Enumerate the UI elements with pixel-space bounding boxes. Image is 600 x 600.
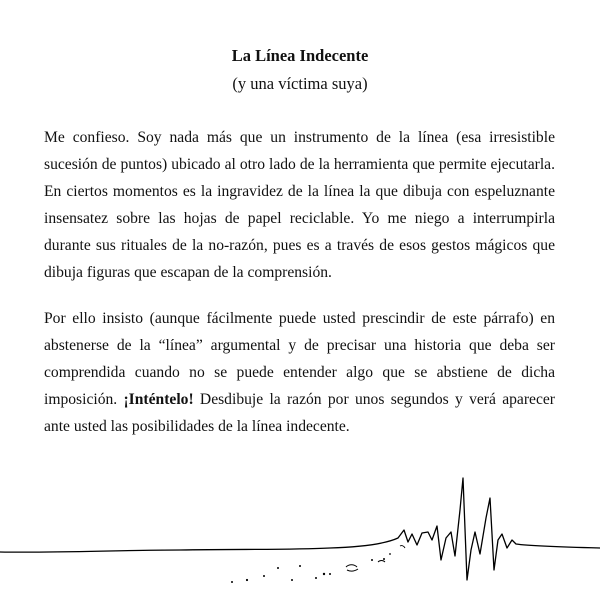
dot [231,581,233,583]
dot [389,553,391,555]
dot [383,558,385,560]
waveform-line [0,478,600,580]
paragraph-confession: Me confieso. Soy nada más que un instrumento de la línea (esa irresistible sucesión de puntos) ubicado al otro lado de la herramienta que permite ejecutarla. En ciertos momentos es la ingravidez de la línea la que dibuja con espeluznante insensatez sobre las hojas de papel reciclable. Yo me niego a interrumpirla durante sus rituales de la no-razón, pues es a través de esos gestos mágicos que dibuja figuras que escapan de la comprensión. [44,129,555,281]
paragraph-invitation-text-end: Desdibuje la razón por unos segundos y verá aparecer ante usted las posibilidades de la línea indecente. [44,391,555,435]
dot [277,567,279,569]
document-title: La Línea Indecente [231,46,369,65]
small-squiggle [346,565,358,571]
dot [329,573,331,575]
dot [315,577,317,579]
paragraph-invitation [44,305,555,440]
small-squiggle [378,546,405,562]
scattered-dots [231,553,391,583]
document-subtitle: (y una víctima suya) [232,74,368,93]
dot [246,579,248,581]
dot [371,559,373,561]
dot [291,579,293,581]
emphasis-intentelo: ¡Inténtelo! [123,391,194,408]
waveform-line-illustration [0,470,600,600]
paragraph-invitation-text-start: Por ello insisto (aunque fácilmente puede usted prescindir de este párrafo) en abstenerse de la “línea” argumental y de precisar una historia que deba ser comprendida cuando no se puede entender algo que se abstiene de dicha imposición. [44,310,555,408]
dot [299,565,301,567]
dot [263,575,265,577]
dot [323,573,325,575]
